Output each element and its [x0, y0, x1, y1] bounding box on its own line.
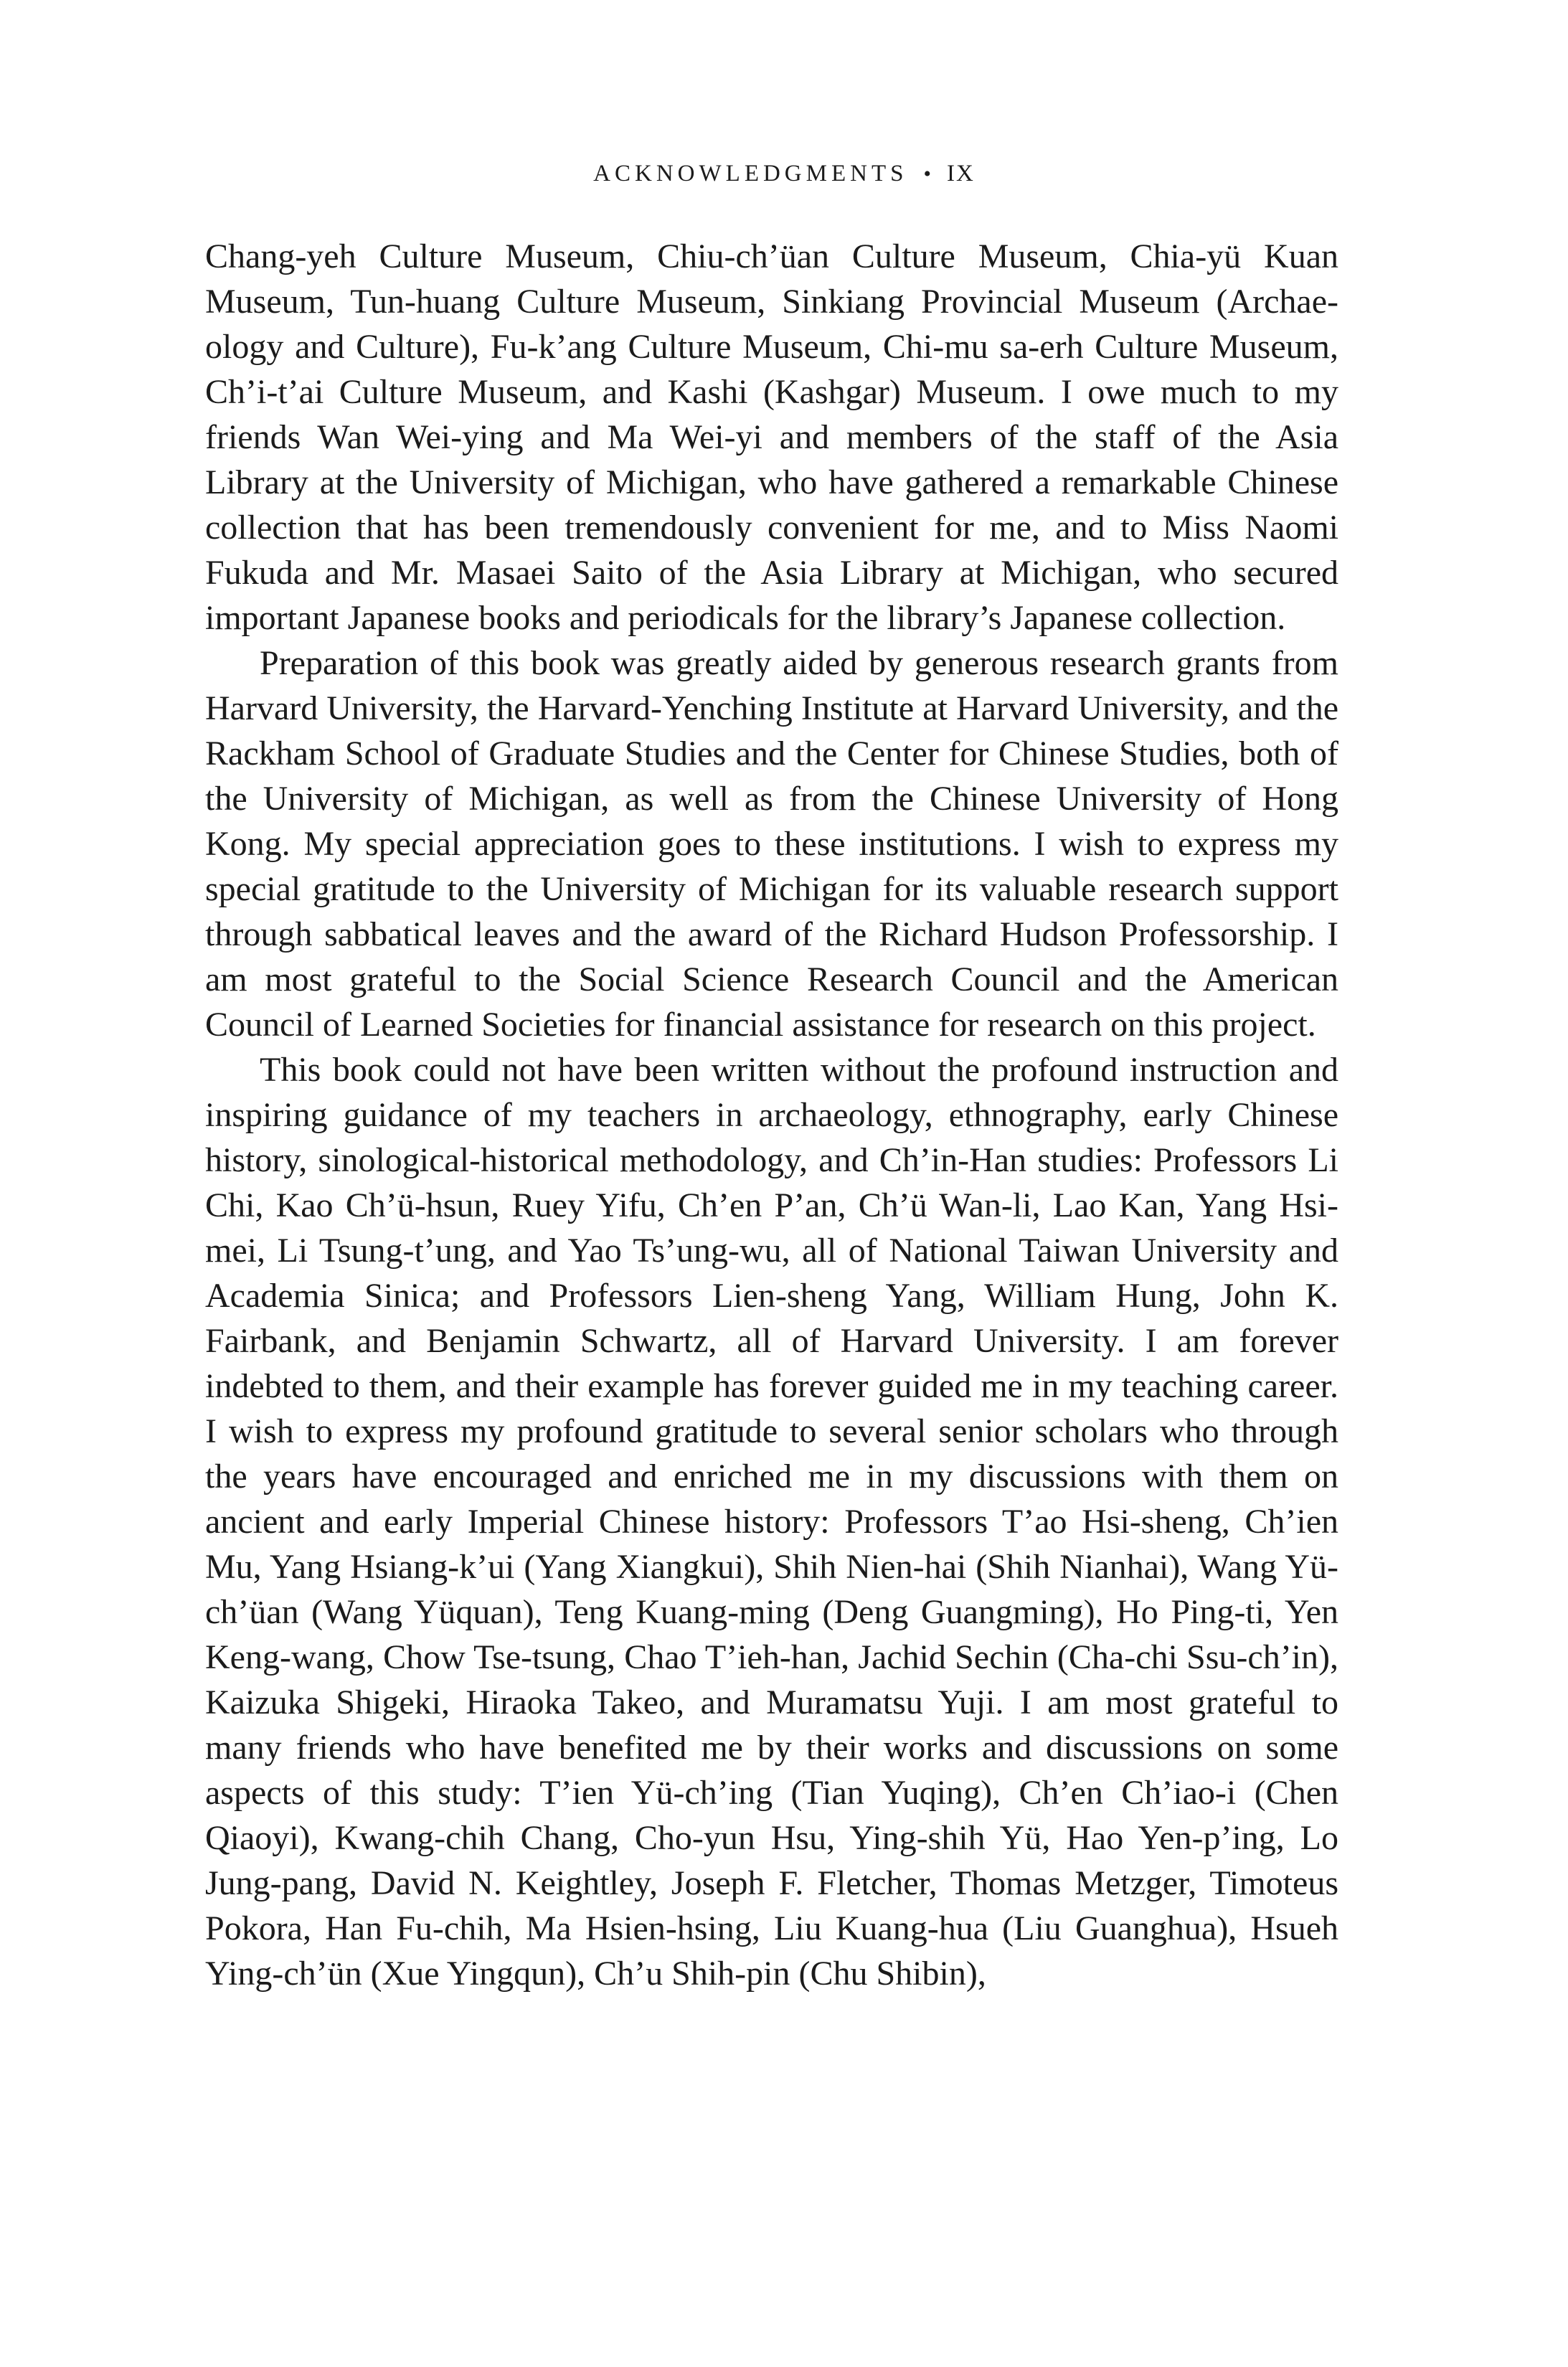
paragraph-continued: Chang-yeh Culture Museum, Chiu-ch’üan Culture Museum, Chia-yü Kuan Museum, Tun-huang Culture Museum, Sinkiang Provincial Museum (Archaeology and Culture), Fu-k’ang Culture Museum, Chi-mu sa-erh Culture Museum, Ch’i-t’ai Culture Museum, and Kashi (Kashgar) Museum. I owe much to my friends Wan Wei-ying and Ma Wei-yi and members of the staff of the Asia Library at the University of Michigan, who have gathered a remarkable Chinese collection that has been tremendously convenient for me, and to Miss Naomi Fukuda and Mr. Masaei Saito of the Asia Library at Michigan, who secured important Japanese books and periodicals for the library’s Japanese collection.	[205, 237, 1338, 637]
running-head	[0, 159, 1568, 189]
bullet-separator: •	[923, 162, 931, 186]
body-text	[205, 234, 1338, 1996]
paragraph-research-grants: Preparation of this book was greatly aided by generous research grants from Harvard University, the Harvard-Yenching Institute at Harvard University, and the Rackham School of Graduate Studies and the Center for Chinese Studies, both of the University of Michigan, as well as from the Chinese University of Hong Kong. My special appreciation goes to these institutions. I wish to express my special gratitude to the University of Michigan for its valuable research support through sabbatical leaves and the award of the Richard Hudson Professorship. I am most grateful to the Social Science Research Council and the American Council of Learned Societies for financial assistance for research on this project.	[205, 644, 1338, 1044]
paragraph-teachers-and-scholars: This book could not have been written without the profound instruction and inspiring guidance of my teachers in archaeology, ethnography, early Chinese history, sinological-historical methodology, and Ch’in-Han studies: Professors Li Chi, Kao Ch’ü-hsun, Ruey Yifu, Ch’en P’an, Ch’ü Wan-li, Lao Kan, Yang Hsi-mei, Li Tsung-t’ung, and Yao Ts’ung-wu, all of National Taiwan University and Academia Sinica; and Professors Lien-sheng Yang, William Hung, John K. Fairbank, and Benjamin Schwartz, all of Harvard University. I am forever indebted to them, and their example has forever guided me in my teaching career. I wish to express my profound gratitude to several senior scholars who through the years have encouraged and enriched me in my discussions with them on ancient and early Imperial Chinese history: Professors T’ao Hsi-sheng, Ch’ien Mu, Yang Hsiang-k’ui (Yang Xiangkui), Shih Nien-hai (Shih Nianhai), Wang Yü-ch’üan (Wang Yüquan), Teng Kuang-ming (Deng Guangming), Ho Ping-ti, Yen Keng-wang, Chow Tse-tsung, Chao T’ieh-han, Jachid Sechin (Cha-chi Ssu-ch’in), Kaizuka Shigeki, Hiraoka Takeo, and Muramatsu Yuji. I am most grateful to many friends who have benefited me by their works and discussions on some aspects of this study: T’ien Yü-ch’ing (Tian Yuqing), Ch’en Ch’iao-i (Chen Qiaoyi), Kwang-chih Chang, Cho-yun Hsu, Ying-shih Yü, Hao Yen-p’ing, Lo Jung-pang, David N. Keightley, Joseph F. Fletcher, Thomas Metzger, Timoteus Pokora, Han Fu-chih, Ma Hsien-hsing, Liu Kuang-hua (Liu Guanghua), Hsueh Ying-ch’ün (Xue Yingqun), Ch’u Shih-pin (Chu Shibin),	[205, 1051, 1338, 1993]
page-number: IX	[947, 161, 975, 186]
running-head-section: ACKNOWLEDGMENTS	[593, 161, 908, 186]
